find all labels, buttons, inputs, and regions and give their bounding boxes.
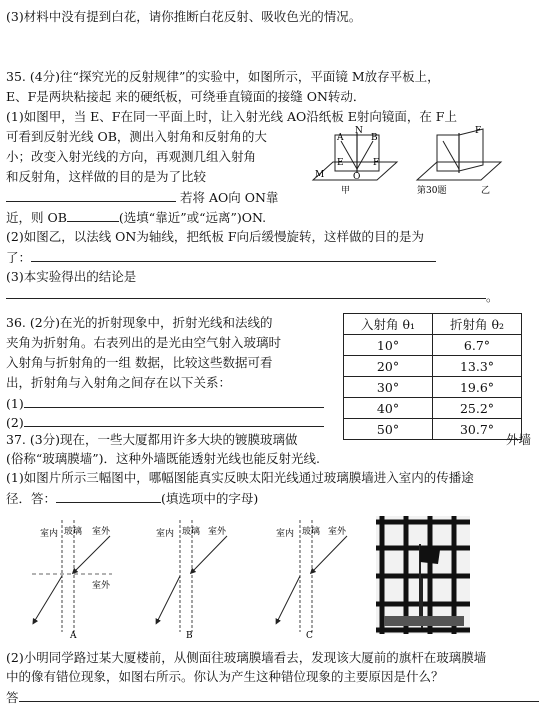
q35-line8 <box>6 209 266 226</box>
diag-label-outside: 室外 <box>92 527 111 537</box>
q37-line5: (2)小明同学路过某大厦楼前，从侧面往玻璃膜墙看去，发现该大厦前的旗杆在玻璃膜墙 <box>6 650 487 665</box>
q35-blank-3[interactable] <box>31 249 436 262</box>
q35-blank-4[interactable] <box>6 286 486 299</box>
q37-line4-text-b: (填选项中的字母) <box>161 491 259 506</box>
diag-label-outside: 室外 <box>328 527 347 537</box>
diagram-c <box>276 520 347 641</box>
q37-blank-2[interactable] <box>19 689 539 702</box>
table-cell: 30.7° <box>433 419 522 440</box>
q37-answer-label: 答 <box>6 690 19 705</box>
table-cell: 40° <box>344 398 433 419</box>
q35-fig-letter-b: B <box>371 133 378 143</box>
q35-line2: E、F是两块粘接起 来的硬纸板，可绕垂直镜面的接缝 ON转动． <box>6 89 366 104</box>
q35-period: 。 <box>486 289 499 304</box>
q35-line5: 小；改变入射光线的方向，再观测几组入射角 <box>6 149 257 164</box>
diagram-a <box>32 520 112 641</box>
table-cell: 20° <box>344 356 433 377</box>
q36-blank-2[interactable] <box>24 414 324 427</box>
q36-blank-1[interactable] <box>24 395 324 408</box>
q35-fig-letter-f2: F <box>475 126 482 136</box>
table-row <box>344 356 522 377</box>
q35-line11: (3)本实验得出的结论是 <box>6 269 137 284</box>
q37-line6: 中的像有错位现象，如图右所示。你认为产生这种错位现象的主要原因是什么？ <box>6 669 444 684</box>
q36-item1 <box>6 395 324 412</box>
q34-line3: (3)材料中没有提到白花，请你推断白花反射、吸收色光的情况。 <box>6 9 362 24</box>
q37-line4 <box>6 490 258 507</box>
diag-letter-c: C <box>306 631 313 641</box>
table-header-incident: 入射角 θ₁ <box>344 314 433 335</box>
q35-fig-letter-o: O <box>353 172 361 182</box>
q35-fig-label-a: 甲 <box>341 186 351 196</box>
q35-blank-2[interactable] <box>67 209 119 222</box>
q35-fig-label-b: 乙 <box>481 186 491 196</box>
table-cell: 30° <box>344 377 433 398</box>
q36-item1-label: (1) <box>6 396 24 411</box>
table-cell: 13.3° <box>433 356 522 377</box>
q35-fig-letter-n: N <box>355 126 363 136</box>
q35-fig-letter-e: E <box>337 158 344 168</box>
diag-label-outside: 室外 <box>92 581 111 591</box>
q37-line2: (俗称“玻璃膜墙”)．这种外墙既能透射光线也能反射光线. <box>6 451 321 466</box>
diag-letter-b: B <box>186 631 193 641</box>
flagpole-reflection-image <box>376 516 470 634</box>
q35-line7-text: 若将 AO向 ON靠 <box>179 190 279 205</box>
q35-line8-text-a: 近，则 OB <box>6 210 67 225</box>
q35-line7 <box>6 189 278 206</box>
table-cell: 50° <box>344 419 433 440</box>
q35-blank-1[interactable] <box>6 189 176 202</box>
q35-fig-letter-a: A <box>337 133 344 143</box>
q36-table <box>343 313 522 440</box>
q37-line1-end: 外墙 <box>506 432 532 447</box>
q36-line4: 出，折射角与入射角之间存在以下关系： <box>6 375 232 390</box>
table-cell: 10° <box>344 335 433 356</box>
q35-fig-letter-f: F <box>373 158 380 168</box>
table-row <box>344 335 522 356</box>
diag-label-glass: 玻璃 <box>182 527 201 537</box>
table-cell: 19.6° <box>433 377 522 398</box>
q37-blank-1[interactable] <box>56 490 161 503</box>
diag-label-inside: 室内 <box>40 529 59 539</box>
table-header-refracted: 折射角 θ₂ <box>433 314 522 335</box>
q37-line1: 37. (3分)现在，一些大厦都用许多大块的镀膜玻璃做 <box>6 432 298 447</box>
q35-line4: 可看到反射光线 OB，测出入射角和反射角的大 <box>6 129 267 144</box>
q36-line3: 入射角与折射角的一组 数据，比较这些数据可看 <box>6 355 273 370</box>
q35-line3: (1)如图甲，当 E、F在同一平面上时，让入射光线 AO沿纸板 E射向镜面，在 F上 <box>6 109 457 124</box>
diag-label-glass: 玻璃 <box>302 527 321 537</box>
q35-line9: (2)如图乙，以法线 ON为轴线，把纸板 F向后缓慢旋转，这样做的目的是为 <box>6 229 425 244</box>
q37-line3: (1)如图片所示三幅图中，哪幅图能真实反映太阳光线通过玻璃膜墙进入室内的传播途 <box>6 470 474 485</box>
diag-label-glass: 玻璃 <box>64 527 83 537</box>
diagram-b <box>156 520 227 641</box>
table-row <box>344 419 522 440</box>
q37-line4-text-a: 径．答： <box>6 491 57 506</box>
q36-line2: 夹角为折射角。右表列出的是光由空气射入玻璃时 <box>6 335 282 350</box>
table-header-row <box>344 314 522 335</box>
q36-item2 <box>6 414 324 431</box>
diag-letter-a: A <box>70 631 77 641</box>
table-cell: 25.2° <box>433 398 522 419</box>
q35-line1: 35. (4分)往“探究光的反射规律”的实验中，如图所示，平面镜 M放存平板上， <box>6 69 440 84</box>
q36-line1: 36. (2分)在光的折射现象中，折射光线和法线的 <box>6 315 273 330</box>
q37-diagrams <box>22 514 367 642</box>
diag-label-inside: 室内 <box>156 529 175 539</box>
q35-line10 <box>6 249 436 266</box>
q35-line6: 和反射角，这样做的目的是为了比较 <box>6 169 207 184</box>
q35-figure <box>305 125 505 203</box>
q35-fig-letter-m: M <box>315 170 325 180</box>
q35-fig-caption: 第30题 <box>417 186 447 196</box>
q36-item2-label: (2) <box>6 415 24 430</box>
table-row <box>344 398 522 419</box>
q35-line8-text-b: (选填“靠近”或“远离”)ON. <box>118 210 267 225</box>
q37-line7 <box>6 689 539 706</box>
diag-label-inside: 室内 <box>276 529 295 539</box>
q35-line10-text: 了： <box>6 250 32 265</box>
table-row <box>344 377 522 398</box>
diag-label-outside: 室外 <box>208 527 227 537</box>
table-cell: 6.7° <box>433 335 522 356</box>
